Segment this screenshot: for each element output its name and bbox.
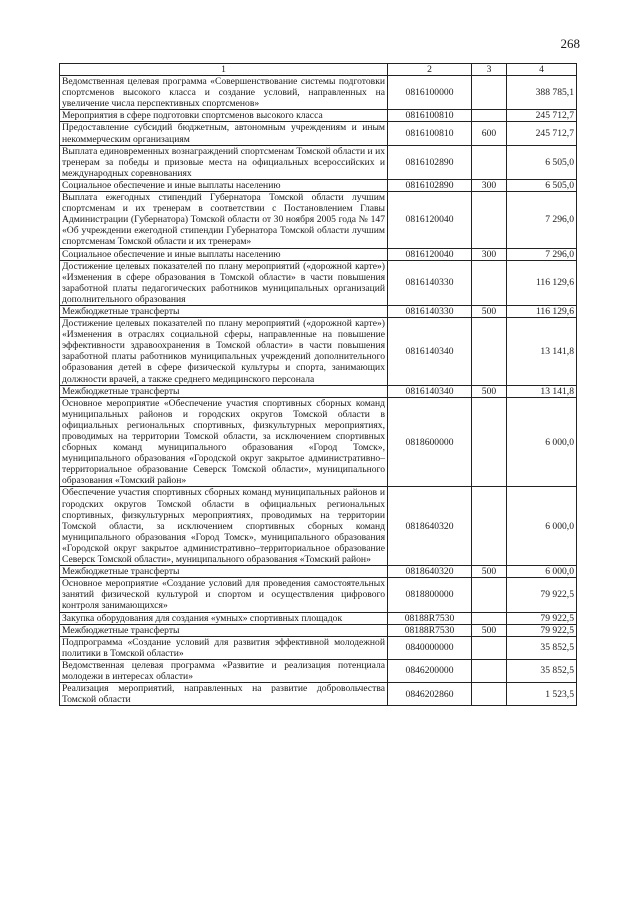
table-row: [60, 260, 577, 305]
table-row: [60, 397, 577, 487]
table-row: [60, 248, 577, 260]
row-name: Подпрограмма «Создание условий для развития эффективной молодежной политики в Томской области»: [60, 636, 388, 659]
row-sum: 245 712,7: [507, 122, 577, 145]
row-name: Закупка оборудования для создания «умных» спортивных площадок: [60, 612, 388, 624]
row-code: 0816140330: [388, 260, 472, 305]
row-code: 0818600000: [388, 397, 472, 487]
row-sum: 6 000,0: [507, 566, 577, 578]
row-name: Выплата единовременных вознаграждений спортсменам Томской области и их тренерам за победы и призовые места на официальных всероссийских и международных соревнованиях: [60, 145, 388, 179]
row-code: 0818640320: [388, 566, 472, 578]
table-row: [60, 385, 577, 397]
row-sum: 7 296,0: [507, 248, 577, 260]
row-sum: 116 129,6: [507, 305, 577, 317]
row-code: 0816120040: [388, 192, 472, 248]
table-row: [60, 624, 577, 636]
row-name: Межбюджетные трансферты: [60, 624, 388, 636]
row-expense-type: [472, 578, 507, 612]
row-expense-type: 500: [472, 305, 507, 317]
row-expense-type: [472, 110, 507, 122]
row-code: 0816140330: [388, 305, 472, 317]
row-name: Мероприятия в сфере подготовки спортсменов высокого класса: [60, 110, 388, 122]
row-expense-type: [472, 636, 507, 659]
row-code: 08188R7530: [388, 624, 472, 636]
row-expense-type: 500: [472, 385, 507, 397]
table-row: [60, 122, 577, 145]
row-code: 08188R7530: [388, 612, 472, 624]
row-expense-type: [472, 397, 507, 487]
table-row: [60, 578, 577, 612]
budget-table: [59, 63, 577, 706]
table-row: [60, 659, 577, 682]
row-sum: 79 922,5: [507, 578, 577, 612]
row-sum: 6 505,0: [507, 179, 577, 191]
column-header-3: 3: [472, 64, 507, 76]
row-sum: 35 852,5: [507, 659, 577, 682]
row-expense-type: [472, 76, 507, 110]
table-row: [60, 566, 577, 578]
row-name: Достижение целевых показателей по плану мероприятий («дорожной карте») «Изменения в сфере образования в Томской области» в части повышения заработной платы педагогических работников муниципальных организаций дополнительного образования: [60, 260, 388, 305]
row-code: 0816140340: [388, 318, 472, 386]
row-name: Социальное обеспечение и иные выплаты населению: [60, 179, 388, 191]
table-row: [60, 145, 577, 179]
row-name: Межбюджетные трансферты: [60, 566, 388, 578]
table-row: [60, 612, 577, 624]
row-code: 0816100810: [388, 122, 472, 145]
row-expense-type: [472, 659, 507, 682]
row-name: Ведомственная целевая программа «Развитие и реализация потенциала молодежи в интересах области»: [60, 659, 388, 682]
table-row: [60, 636, 577, 659]
row-sum: 35 852,5: [507, 636, 577, 659]
row-name: Межбюджетные трансферты: [60, 305, 388, 317]
row-code: 0840000000: [388, 636, 472, 659]
row-sum: 6 000,0: [507, 487, 577, 566]
row-expense-type: [472, 487, 507, 566]
row-expense-type: 300: [472, 248, 507, 260]
column-header-2: 2: [388, 64, 472, 76]
row-code: 0818640320: [388, 487, 472, 566]
row-code: 0816120040: [388, 248, 472, 260]
row-expense-type: [472, 318, 507, 386]
row-name: Ведомственная целевая программа «Совершенствование системы подготовки спортсменов высокого класса и создание условий, направленных на увеличение числа перспективных спортсменов»: [60, 76, 388, 110]
row-code: 0818800000: [388, 578, 472, 612]
row-name: Основное мероприятие «Создание условий для проведения самостоятельных занятий физической культурой и спортом и осуществления цифрового контроля занимающихся»: [60, 578, 388, 612]
row-code: 0816100000: [388, 76, 472, 110]
table-row: [60, 683, 577, 706]
row-name: Предоставление субсидий бюджетным, автономным учреждениям и иным некоммерческим организациям: [60, 122, 388, 145]
row-name: Обеспечение участия спортивных сборных команд муниципальных районов и городских округов Томской области в официальных региональных спортивных, физкультурных мероприятиях, проводимых на территории Томской области, за исключением спортивных сборных команд муниципального образования «Город Томск», муниципального образования «Городской округ закрытое административно–территориальное образование Северск Томской области», муниципального образования «Томский район»: [60, 487, 388, 566]
row-sum: 1 523,5: [507, 683, 577, 706]
row-sum: 6 505,0: [507, 145, 577, 179]
row-expense-type: [472, 192, 507, 248]
row-code: 0846200000: [388, 659, 472, 682]
row-expense-type: [472, 612, 507, 624]
table-row: [60, 305, 577, 317]
row-expense-type: [472, 145, 507, 179]
table-row: [60, 192, 577, 248]
row-name: Выплата ежегодных стипендий Губернатора Томской области лучшим спортсменам и их тренерам в соответствии с Постановлением Главы Администрации (Губернатора) Томской области от 30 ноября 2005 года № 147 «Об учреждении ежегодной стипендии Губернатора Томской области лучшим спортсменам Томской области и их тренерам»: [60, 192, 388, 248]
row-sum: 388 785,1: [507, 76, 577, 110]
row-sum: 7 296,0: [507, 192, 577, 248]
row-expense-type: 300: [472, 179, 507, 191]
row-sum: 6 000,0: [507, 397, 577, 487]
table-row: [60, 110, 577, 122]
row-name: Достижение целевых показателей по плану мероприятий («дорожной карте») «Изменения в отраслях социальной сферы, направленные на повышение эффективности здравоохранения в Томской области» в части повышения заработной платы работников муниципальных учреждений дополнительного образования детей в сфере физической культуры и спорта, занимающих должности врачей, а также среднего медицинского персонала: [60, 318, 388, 386]
column-header-4: 4: [507, 64, 577, 76]
row-expense-type: [472, 260, 507, 305]
row-expense-type: 500: [472, 566, 507, 578]
table-row: [60, 487, 577, 566]
column-header-1: 1: [60, 64, 388, 76]
row-sum: 79 922,5: [507, 624, 577, 636]
row-code: 0816140340: [388, 385, 472, 397]
row-name: Межбюджетные трансферты: [60, 385, 388, 397]
row-sum: 79 922,5: [507, 612, 577, 624]
header-row: [60, 64, 577, 76]
row-code: 0816102890: [388, 145, 472, 179]
row-name: Основное мероприятие «Обеспечение участия спортивных сборных команд муниципальных районов и городских округов Томской области в официальных региональных спортивных, физкультурных мероприятиях, проводимых на территории Томской области, за исключением спортивных сборных команд муниципального образования «Город Томск», муниципального образования «Городской округ закрытое административно–территориальное образование Северск Томской области», муниципального образования «Томский район»: [60, 397, 388, 487]
row-sum: 116 129,6: [507, 260, 577, 305]
table-row: [60, 318, 577, 386]
row-name: Социальное обеспечение и иные выплаты населению: [60, 248, 388, 260]
row-expense-type: [472, 683, 507, 706]
row-expense-type: 500: [472, 624, 507, 636]
page-number: 268: [560, 36, 580, 51]
row-code: 0816100810: [388, 110, 472, 122]
row-expense-type: 600: [472, 122, 507, 145]
row-name: Реализация мероприятий, направленных на развитие добровольчества Томской области: [60, 683, 388, 706]
row-code: 0816102890: [388, 179, 472, 191]
table-header: [60, 64, 577, 76]
row-sum: 13 141,8: [507, 318, 577, 386]
table-body: [60, 76, 577, 706]
row-code: 0846202860: [388, 683, 472, 706]
table-row: [60, 179, 577, 191]
table-row: [60, 76, 577, 110]
row-sum: 13 141,8: [507, 385, 577, 397]
row-sum: 245 712,7: [507, 110, 577, 122]
